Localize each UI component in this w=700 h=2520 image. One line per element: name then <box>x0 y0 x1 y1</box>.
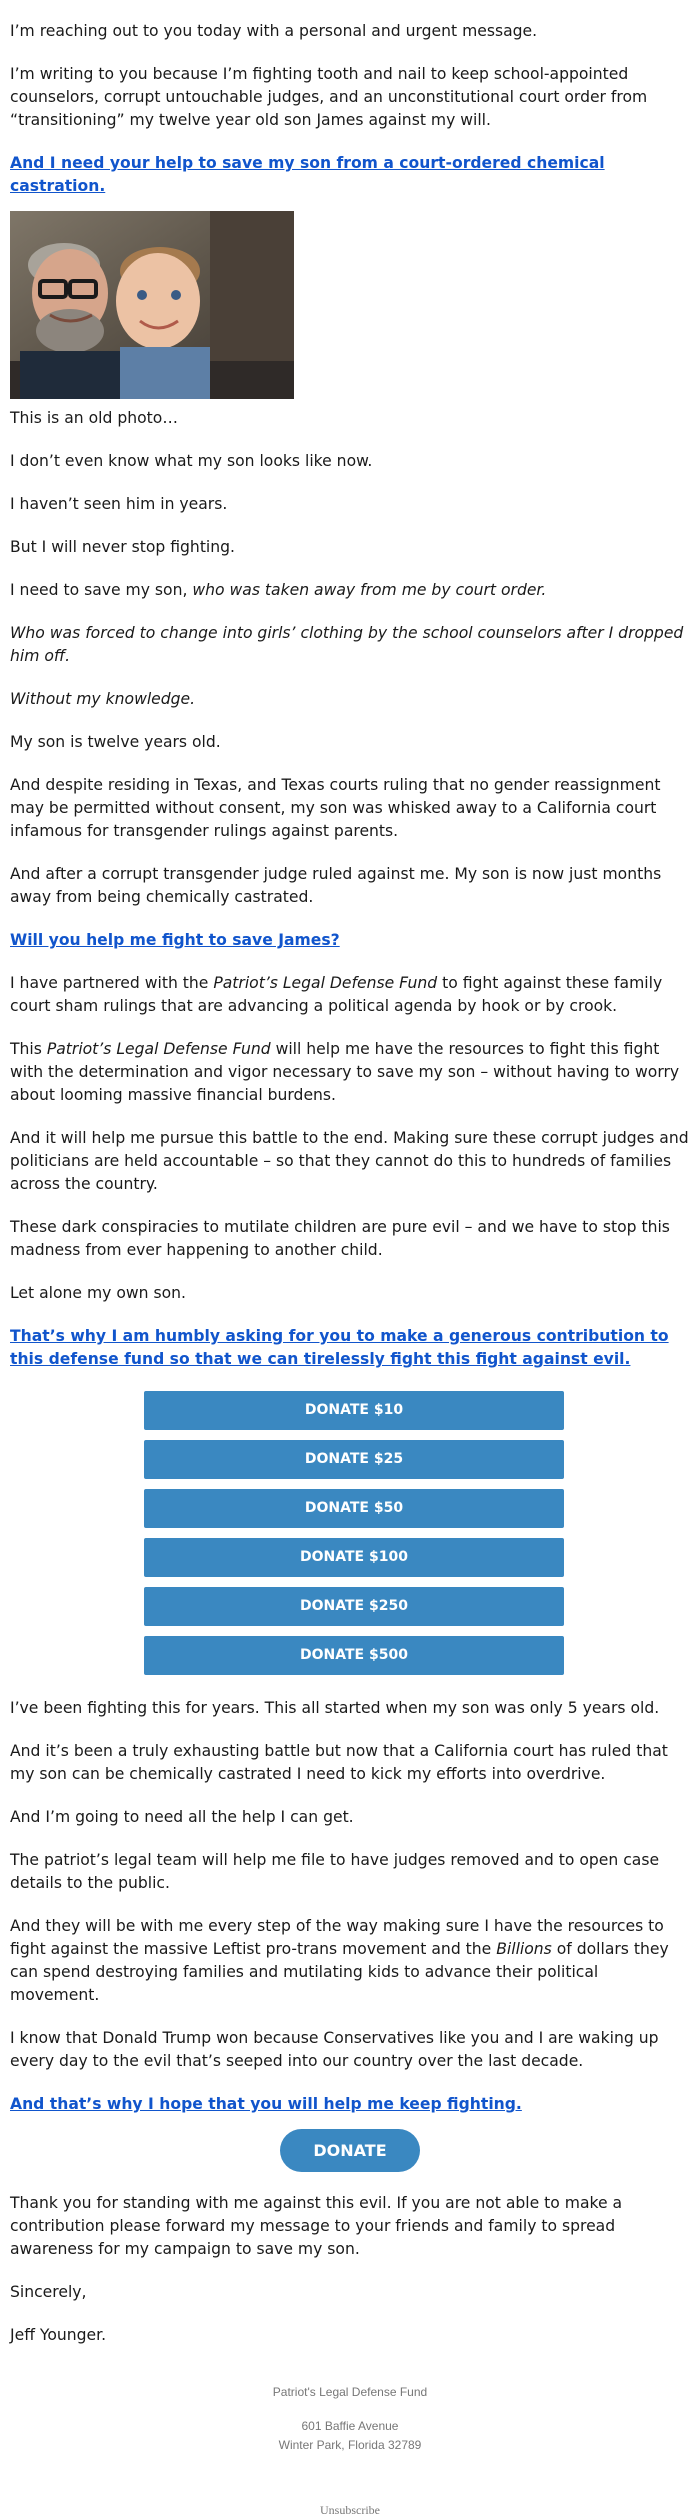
need-save-paragraph <box>10 579 690 602</box>
donate-25-button[interactable]: DONATE $25 <box>144 1440 564 1479</box>
this-fund-name: Patriot’s Legal Defense Fund <box>46 1040 271 1058</box>
signature-line: Jeff Younger. <box>10 2326 107 2344</box>
let-alone-paragraph: Let alone my own son. <box>10 1284 186 1302</box>
partnered-text-a: I have partnered with the <box>10 974 214 992</box>
intro-paragraph: I’m reaching out to you today with a personal and urgent message. <box>10 22 538 40</box>
donate-50-button[interactable]: DONATE $50 <box>144 1489 564 1528</box>
donate-button-list <box>144 1391 564 1675</box>
with-me-billions: Billions <box>496 1940 552 1958</box>
dark-paragraph: These dark conspiracies to mutilate children are pure evil – and we have to stop this madness from ever happening to another child. <box>10 1218 670 1259</box>
this-fund-paragraph <box>10 1038 690 1107</box>
legal-team-paragraph: The patriot’s legal team will help me file to have judges removed and to open case details to the public. <box>10 1851 660 1892</box>
with-me-text-c: of dollars they can spend destroying families and mutilating kids to advance their political movement. <box>10 1940 669 2004</box>
donate-10-button[interactable]: DONATE $10 <box>144 1391 564 1430</box>
donate-pill-button[interactable]: DONATE <box>280 2129 420 2172</box>
footer-address-line-2: Winter Park, Florida 32789 <box>278 2438 422 2452</box>
with-me-text-a: And they will be with me every step of the way making sure I have the resources to fight against the massive Leftist pro-trans movement and the <box>10 1917 664 1958</box>
partnered-paragraph <box>10 972 690 1018</box>
years-paragraph: I’ve been fighting this for years. This all started when my son was only 5 years old. <box>10 1699 660 1717</box>
footer-org-name: Patriot's Legal Defense Fund <box>272 2385 428 2399</box>
father-son-photo <box>10 211 294 399</box>
this-text-a: This <box>10 1040 47 1058</box>
help-link[interactable]: And I need your help to save my son from a court-ordered chemical castration. <box>10 154 605 195</box>
exhausting-paragraph: And it’s been a truly exhausting battle but now that a California court has ruled that my son can be chemically castrated I need to kick my efforts into overdrive. <box>10 1742 668 1783</box>
after-paragraph: And after a corrupt transgender judge ruled against me. My son is now just months away from being chemically castrated. <box>10 865 662 906</box>
trump-paragraph: I know that Donald Trump won because Conservatives like you and I are waking up every day to the evil that’s seeped into our country over the last decade. <box>10 2029 659 2070</box>
twelve-paragraph: My son is twelve years old. <box>10 733 221 751</box>
pursue-paragraph: And it will help me pursue this battle to the end. Making sure these corrupt judges and politicians are held accountable – so that they cannot do this to hundreds of families across the country. <box>10 1129 689 1193</box>
old-photo-caption: This is an old photo… <box>10 409 178 427</box>
texas-paragraph: And despite residing in Texas, and Texas courts ruling that no gender reassignment may be permitted without consent, my son was whisked away to a California court infamous for transgender rulings against parents. <box>10 776 661 840</box>
writing-paragraph: I’m writing to you because I’m fighting tooth and nail to keep school-appointed counselors, corrupt untouchable judges, and an unconstitutional court order from “transitioning” my twelve year old son James against my will. <box>10 65 648 129</box>
footer-address-line-1: 601 Baffie Avenue <box>301 2419 399 2433</box>
donate-250-button[interactable]: DONATE $250 <box>144 1587 564 1626</box>
all-help-paragraph: And I’m going to need all the help I can get. <box>10 1808 354 1826</box>
dont-know-paragraph: I don’t even know what my son looks like now. <box>10 452 373 470</box>
partnered-fund-name: Patriot’s Legal Defense Fund <box>213 974 438 992</box>
keep-fighting-link[interactable]: And that’s why I hope that you will help me keep fighting. <box>10 2095 522 2113</box>
need-save-italic: who was taken away from me by court order. <box>192 581 547 599</box>
sincerely-line: Sincerely, <box>10 2283 87 2301</box>
with-me-paragraph <box>10 1915 690 2007</box>
email-footer <box>10 2367 690 2520</box>
humbly-link[interactable]: That’s why I am humbly asking for you to make a generous contribution to this defense fund so that we can tirelessly fight this fight against evil. <box>10 1327 669 1368</box>
never-stop-paragraph: But I will never stop fighting. <box>10 538 236 556</box>
fight-link[interactable]: Will you help me fight to save James? <box>10 931 340 949</box>
donate-pill-row <box>10 2129 690 2172</box>
partnered-text-c: to fight against these family court sham rulings that are advancing a political agenda by hook or by crook. <box>10 974 663 1015</box>
donate-500-button[interactable]: DONATE $500 <box>144 1636 564 1675</box>
thanks-paragraph: Thank you for standing with me against this evil. If you are not able to make a contribution please forward my message to your friends and family to spread awareness for my campaign to save my son. <box>10 2194 623 2258</box>
need-save-text: I need to save my son, <box>10 581 193 599</box>
unsubscribe-link[interactable]: Unsubscribe <box>320 2503 380 2517</box>
havent-seen-paragraph: I haven’t seen him in years. <box>10 495 228 513</box>
donate-100-button[interactable]: DONATE $100 <box>144 1538 564 1577</box>
forced-paragraph: Who was forced to change into girls’ clothing by the school counselors after I dropped him off. <box>10 624 684 665</box>
without-paragraph: Without my knowledge. <box>10 690 196 708</box>
this-text-c: will help me have the resources to fight this fight with the determination and vigor necessary to save my son – without having to worry about looming massive financial burdens. <box>10 1040 680 1104</box>
